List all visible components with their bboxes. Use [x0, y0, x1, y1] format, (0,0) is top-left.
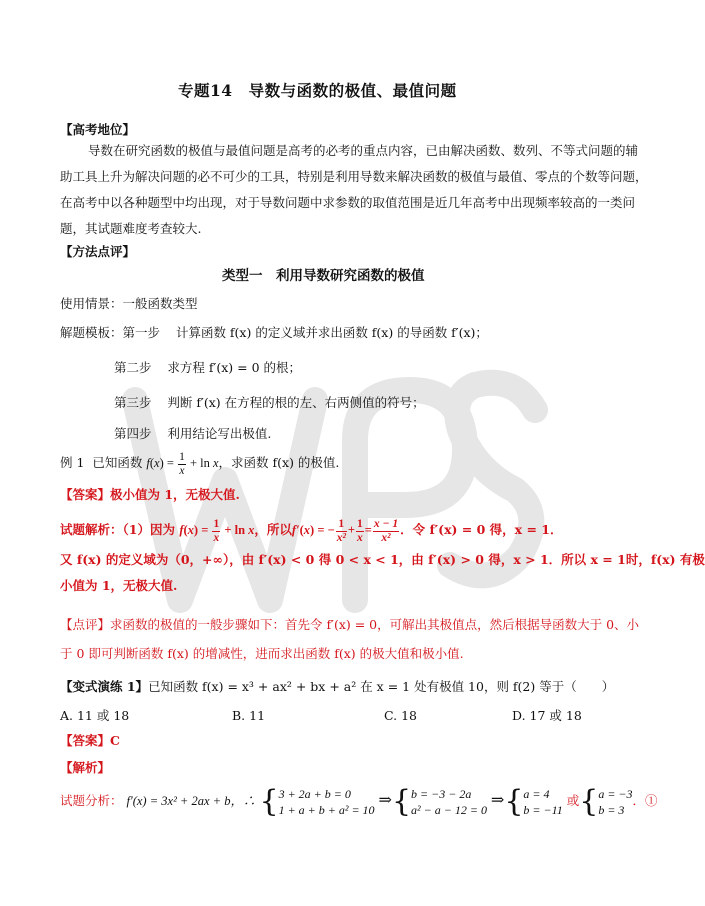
example-post: ，求函数 f(x) 的极值.: [218, 455, 340, 470]
step-2-text: 求方程 f′(x) = 0 的根；: [167, 360, 302, 375]
analysis-part-2: ，所以: [254, 522, 292, 537]
variant-analysis-label: 【解析】: [60, 760, 111, 775]
option-d: D. 17 或 18: [512, 708, 582, 723]
step-1: [60, 325, 488, 341]
option-a: A. 11 或 18: [60, 708, 130, 723]
section-heading-gaokao: 【高考地位】: [60, 122, 136, 137]
option-c: C. 18: [384, 708, 417, 723]
system-3: [523, 786, 562, 818]
section-heading-method: 【方法点评】: [60, 244, 136, 259]
analysis-derivative: f′(x) = − $\frac{1}{\text{x²}}$ + $\frac{1}{x}$ = $\frac{x - 1}{\text{x²}}$: [291, 517, 399, 544]
system-1-eq-1: 3 + 2a + b = 0: [278, 786, 351, 801]
step-1-label: 第一步: [122, 325, 161, 340]
step-2: [114, 360, 301, 376]
variant-answer: 【答案】C: [60, 733, 120, 748]
implies-arrow-1: ⇒: [378, 790, 392, 809]
system-2: [411, 786, 487, 818]
intro-line-2: 助工具上升为解决问题的必不可少的工具，特别是利用导数来解决函数的极值与最值、零点的个数等问题，: [60, 169, 648, 184]
type-heading: 类型一 利用导数研究函数的极值: [222, 268, 425, 284]
analysis-part-1: （1）因为: [122, 522, 175, 537]
system-1: [279, 786, 375, 818]
brace-3: {: [504, 783, 524, 819]
variant-solution: [60, 782, 658, 819]
or-word: 或: [566, 793, 580, 808]
step-3: [114, 395, 425, 411]
step-3-text: 判断 f′(x) 在方程的根的左、右两侧值的符号；: [167, 395, 425, 410]
system-2-eq-1: b = −3 − 2a: [411, 786, 472, 801]
system-4: [598, 786, 632, 818]
implies-arrow-2: ⇒: [490, 790, 505, 809]
step-3-label: 第三步: [114, 395, 152, 410]
system-2-eq-2: a² − a − 12 = 0: [411, 802, 487, 817]
system-4-eq-1: a = −3: [598, 786, 633, 801]
step-4-text: 利用结论写出极值.: [167, 426, 272, 441]
intro-line-3: 在高考中以各种题型中均出现，对于导数问题中求参数的取值范围是近几年高考中出现频率较高的一类问: [60, 195, 636, 210]
system-1-eq-2: 1 + a + b + a² = 10: [278, 802, 375, 817]
example-answer: 【答案】极小值为 1，无极大值.: [60, 487, 240, 502]
comment-line-2: 于 0 即可判断函数 f(x) 的增减性，进而求出函数 f(x) 的极大值和极小值.: [60, 646, 464, 661]
system-4-eq-2: b = 3: [598, 802, 625, 817]
variant-text: 已知函数 f(x) = x³ + ax² + bx + a² 在 x = 1 处有极值 10，则 f(2) 等于（ ）: [148, 679, 615, 694]
example-function: f(x) = $\frac{1}{x}$ + ln x: [146, 450, 219, 477]
analysis-line-2: 又 f(x) 的定义域为（0，+∞），由 f′(x) < 0 得 0 < x < 1，由 f′(x) > 0 得，x > 1．所以 x = 1时，f(x) 有极: [60, 552, 705, 567]
template-label: 解题模板：: [60, 325, 123, 340]
analysis-part-3: ．令 f′(x) = 0 得，x = 1．: [400, 522, 563, 537]
solution-label: 试题分析：: [60, 793, 123, 808]
step-4-label: 第四步: [114, 426, 152, 441]
variant-question: [60, 679, 614, 695]
page-title: 专题14 导数与函数的极值、最值问题: [178, 81, 457, 100]
option-b: B. 11: [232, 708, 266, 723]
example-label: 例 1: [60, 455, 85, 470]
brace-2: {: [391, 783, 412, 819]
solution-tail: ．①: [632, 793, 658, 808]
comment-line-1: 【点评】求函数的极值的一般步骤如下：首先令 f′(x) = 0，可解出其极值点，然后根据导函数大于 0、小: [60, 617, 640, 632]
system-3-eq-2: b = −11: [523, 802, 563, 817]
analysis-line-3: 小值为 1，无极大值.: [60, 578, 178, 593]
example-analysis: [60, 515, 563, 545]
intro-line-1: 导数在研究函数的极值与最值问题是高考的必考的重点内容，已由解决函数、数列、不等式问题的辅: [88, 143, 639, 158]
system-3-eq-1: a = 4: [523, 786, 550, 801]
brace-4: {: [579, 783, 599, 819]
step-2-label: 第二步: [114, 360, 152, 375]
variant-label: 【变式演练 1】: [60, 679, 149, 694]
example-1: [60, 448, 339, 478]
solution-derivative: f′(x) = 3x² + 2ax + b，∴: [126, 794, 256, 808]
step-1-text: 计算函数 f(x) 的定义域并求出函数 f(x) 的导函数 f′(x)；: [175, 325, 488, 340]
step-4: [114, 426, 271, 442]
usage-line: 使用情景：一般函数类型: [60, 296, 198, 311]
brace-1: {: [259, 783, 279, 819]
analysis-label: 试题解析：: [60, 522, 123, 537]
example-pre: 已知函数: [92, 455, 143, 470]
analysis-function: f(x) = $\frac{1}{x}$ + ln x: [179, 517, 255, 544]
intro-line-4: 题，其试题难度考查较大.: [60, 221, 202, 236]
